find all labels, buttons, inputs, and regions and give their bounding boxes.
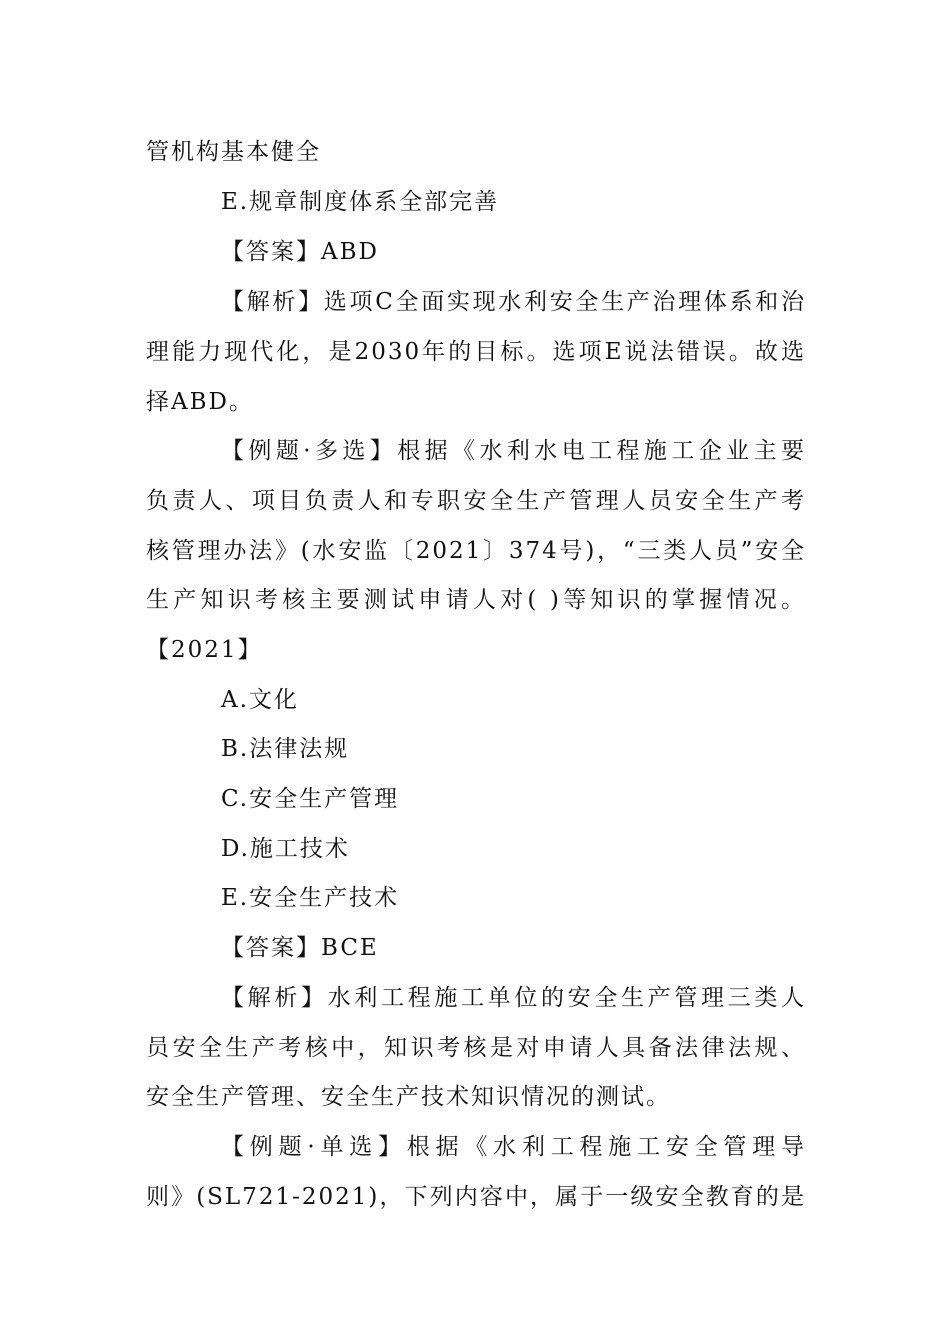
text-line: 安全生产管理、安全生产技术知识情况的测试。 (146, 1084, 671, 1110)
option-e: E.规章制度体系全部完善 (221, 189, 500, 215)
option-e: E.安全生产技术 (221, 885, 400, 911)
option-c: C.安全生产管理 (221, 786, 400, 812)
text-line: 则》(SL721-2021)，下列内容中，属于一级安全教育的是 (146, 1184, 806, 1210)
text-line: 生产知识考核主要测试申请人对( )等知识的掌握情况。 (146, 587, 806, 613)
analysis-line: 【解析】水利工程施工单位的安全生产管理三类人 (221, 985, 806, 1011)
text-line: 核管理办法》(水安监〔2021〕374号)，“三类人员”安全 (146, 538, 806, 564)
option-d: D.施工技术 (221, 836, 350, 862)
year-tag: 【2021】 (146, 637, 263, 663)
question-line: 【例题·单选】根据《水利工程施工安全管理导 (221, 1134, 806, 1160)
text-line: 负责人、项目负责人和专职安全生产管理人员安全生产考 (146, 488, 806, 514)
text-line: 理能力现代化，是2030年的目标。选项E说法错误。故选 (146, 339, 806, 365)
answer-line: 【答案】BCE (221, 935, 379, 961)
answer-line: 【答案】ABD (221, 239, 379, 265)
text-line: 员安全生产考核中，知识考核是对申请人具备法律法规、 (146, 1035, 806, 1061)
text-line: 择ABD。 (146, 389, 254, 415)
option-b: B.法律法规 (221, 736, 350, 762)
option-a: A.文化 (221, 687, 299, 713)
text-line: 管机构基本健全 (146, 139, 321, 165)
analysis-line: 【解析】选项C全面实现水利安全生产治理体系和治 (221, 289, 806, 315)
question-line: 【例题·多选】根据《水利水电工程施工企业主要 (221, 438, 806, 464)
